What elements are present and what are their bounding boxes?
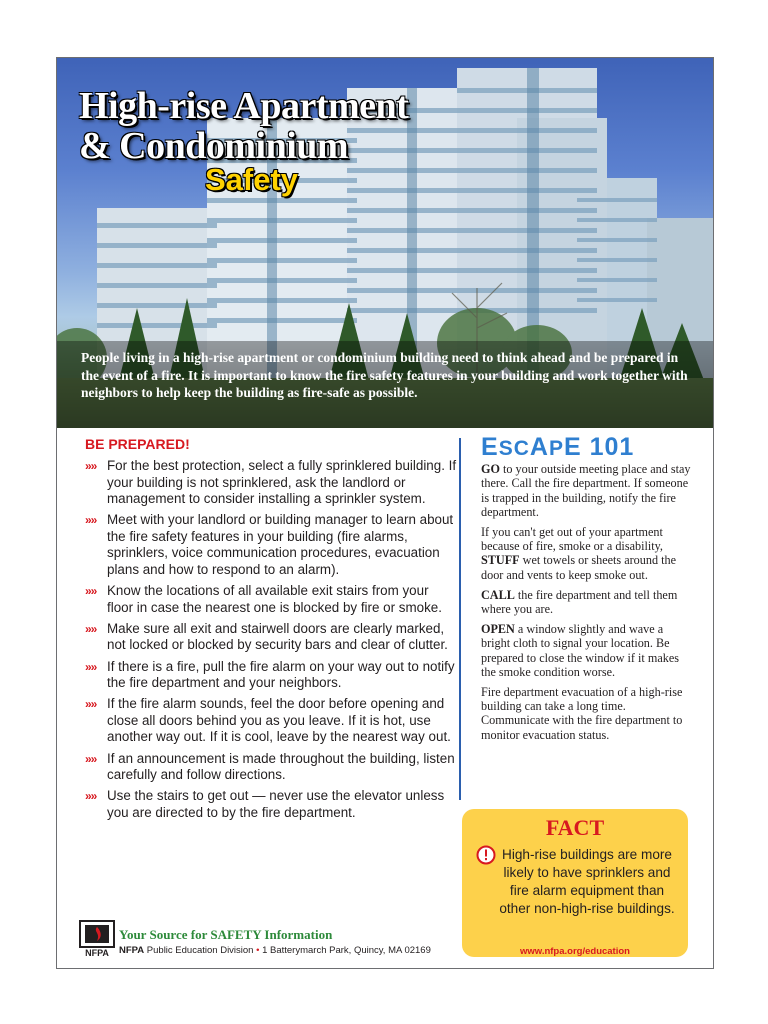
column-divider <box>459 438 461 800</box>
list-item <box>85 583 457 616</box>
escape-stuff-bold: STUFF <box>481 553 520 568</box>
website-link[interactable]: www.nfpa.org/education <box>520 946 630 957</box>
footer-tagline: Your Source for SAFETY Information <box>119 927 333 942</box>
alert-icon <box>476 845 496 865</box>
bullet-arrows-icon: »» <box>85 513 97 528</box>
escape-go-paragraph <box>481 462 691 519</box>
bullet-arrows-icon: »» <box>85 697 97 712</box>
escape-stuff-text: If you can't get out of your apartment because of fire, smoke or a disability, <box>481 525 663 554</box>
bullet-arrows-icon: »» <box>85 621 97 636</box>
be-prepared-section <box>85 436 457 826</box>
escape-open-text: a window slightly and wave a bright cloth to signal your location. Be prepared to close the window if it makes the smoke condition worse. <box>481 622 679 679</box>
bullet-arrows-icon: »» <box>85 751 97 766</box>
escape-heading: ESCAPE 101 <box>481 433 635 461</box>
nfpa-logo-icon <box>79 920 115 958</box>
list-item-text: If there is a fire, pull the fire alarm on your way out to notify the fire department and your neighbors. <box>107 658 455 691</box>
footer-bullet: • <box>256 945 260 956</box>
footer-division: Public Education Division <box>144 945 257 956</box>
list-item <box>85 621 457 654</box>
escape-stuff-text2: wet towels or sheets around the door and vents to keep smoke out. <box>481 553 676 582</box>
list-item <box>85 696 457 746</box>
list-item <box>85 512 457 578</box>
escape-open-paragraph <box>481 622 691 679</box>
bullet-arrows-icon: »» <box>85 459 97 473</box>
footer-org: NFPA <box>119 945 145 956</box>
page-subtitle: Safety <box>205 162 299 197</box>
list-item-text: Make sure all exit and stairwell doors are clearly marked, not locked or blocked by security bars and clear of clutter. <box>107 620 448 653</box>
list-item <box>85 751 457 784</box>
list-item <box>85 458 457 508</box>
list-item <box>85 788 457 821</box>
escape-call-text: the fire department and tell them where you are. <box>481 587 678 617</box>
escape-stuff-paragraph <box>481 525 691 582</box>
list-item-text: Use the stairs to get out — never use the elevator unless you are directed to by the fire department. <box>107 788 445 820</box>
footer-address <box>119 945 431 956</box>
intro-paragraph: People living in a high-rise apartment or condominium building need to think ahead and be prepared in the event of a fire. It is important to know the fire safety features in your building and work together with neighbors to help keep the building as fire-safe as possible. <box>57 341 713 428</box>
bullet-arrows-icon: »» <box>85 584 97 599</box>
flyer-page <box>56 57 714 969</box>
escape-evac-paragraph: Fire department evacuation of a high-rise building can take a long time. Communicate with the fire department to monitor evacuation status. <box>481 685 683 742</box>
bullet-arrows-icon: »» <box>85 659 97 674</box>
be-prepared-list <box>85 458 457 821</box>
escape-section <box>481 433 691 748</box>
fact-title: FACT <box>545 815 605 840</box>
hero-banner <box>57 58 713 428</box>
list-item-text: For the best protection, select a fully sprinklered building. If your building is not sprinklered, ask the landlord or management to consider installing a sprinkler system. <box>107 458 457 507</box>
footer-street-address: 1 Batterymarch Park, Quincy, MA 02169 <box>259 945 431 956</box>
fact-box <box>462 809 688 957</box>
fact-text: High-rise buildings are more likely to have sprinklers and fire alarm equipment than other non-high-rise buildings. <box>499 847 675 916</box>
be-prepared-heading: BE PREPARED! <box>85 436 190 452</box>
list-item-text: Know the locations of all available exit stairs from your floor in case the nearest one is blocked by fire or smoke. <box>107 583 442 615</box>
list-item-text: Meet with your landlord or building manager to learn about the fire safety features in your building (fire alarms, sprinklers, voice communication procedures, evacuation plans and how to respond to an alarm). <box>107 512 454 578</box>
escape-call-paragraph <box>481 588 691 616</box>
escape-call-bold: CALL <box>481 587 515 602</box>
page-title: High-rise Apartment & Condominium <box>79 85 409 167</box>
escape-go-bold: GO <box>481 462 500 477</box>
svg-text:NFPA: NFPA <box>85 948 109 958</box>
escape-heading-part: SC <box>498 437 530 460</box>
escape-heading-part: P <box>548 437 564 460</box>
list-item-text: If an announcement is made throughout the building, listen carefully and follow directions. <box>107 750 455 783</box>
bullet-arrows-icon: »» <box>85 789 97 804</box>
escape-open-bold: OPEN <box>481 622 515 637</box>
list-item <box>85 659 457 692</box>
escape-go-text: to your outside meeting place and stay there. Call the fire department. If someone is trapped in the building, notify the fire department. <box>481 462 691 519</box>
list-item-text: If the fire alarm sounds, feel the door before opening and close all doors behind you as you leave. If it is hot, use another way out. If it is cool, leave by the nearest way out. <box>107 696 451 745</box>
